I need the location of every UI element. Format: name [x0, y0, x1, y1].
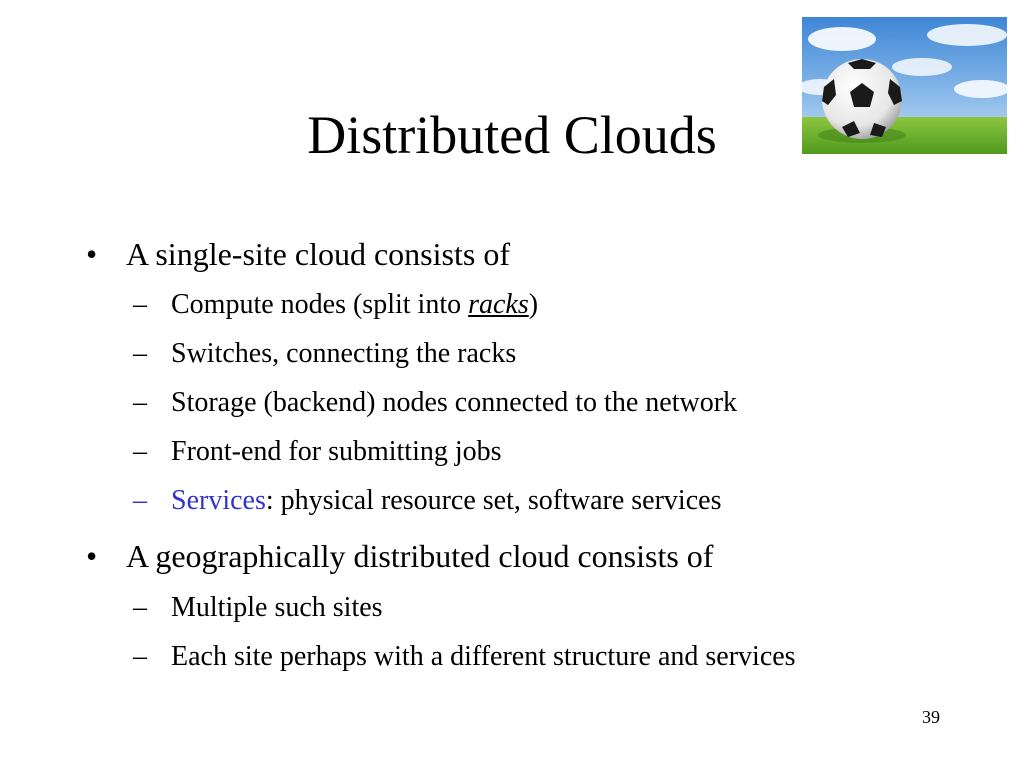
- sub-bullet-text: Front-end for submitting jobs: [171, 436, 502, 467]
- sub-bullet-text: Switches, connecting the racks: [171, 338, 517, 369]
- dash-marker: –: [133, 436, 147, 467]
- slide-title: Distributed Clouds: [307, 105, 717, 165]
- racks-emphasis: racks: [468, 289, 529, 320]
- sub-bullet-text-before: Compute nodes (split into: [171, 289, 469, 320]
- dash-marker: –: [133, 289, 147, 320]
- sub-bullet-text: Storage (backend) nodes connected to the network: [171, 387, 738, 418]
- services-highlight: Services: [171, 485, 266, 516]
- bullet-marker: •: [86, 538, 98, 574]
- dash-marker: –: [133, 485, 147, 516]
- sub-bullet-text: Each site perhaps with a different structure and services: [171, 641, 796, 672]
- dash-marker: –: [133, 641, 147, 672]
- dash-marker: –: [133, 338, 147, 369]
- sub-bullet-text-after: ): [528, 289, 539, 320]
- bullet-marker: •: [86, 236, 98, 272]
- sub-bullet-text: Multiple such sites: [171, 592, 383, 623]
- dash-marker: –: [133, 387, 147, 418]
- sub-bullet-text: [171, 484, 721, 518]
- sub-bullet-text-after: : physical resource set, software services: [265, 485, 722, 516]
- dash-marker: –: [133, 592, 147, 623]
- bullet-text: A geographically distributed cloud consists of: [126, 538, 714, 574]
- sub-bullet-text: [171, 288, 538, 322]
- bullet-text: A single-site cloud consists of: [126, 236, 510, 272]
- page-number: 39: [922, 707, 940, 727]
